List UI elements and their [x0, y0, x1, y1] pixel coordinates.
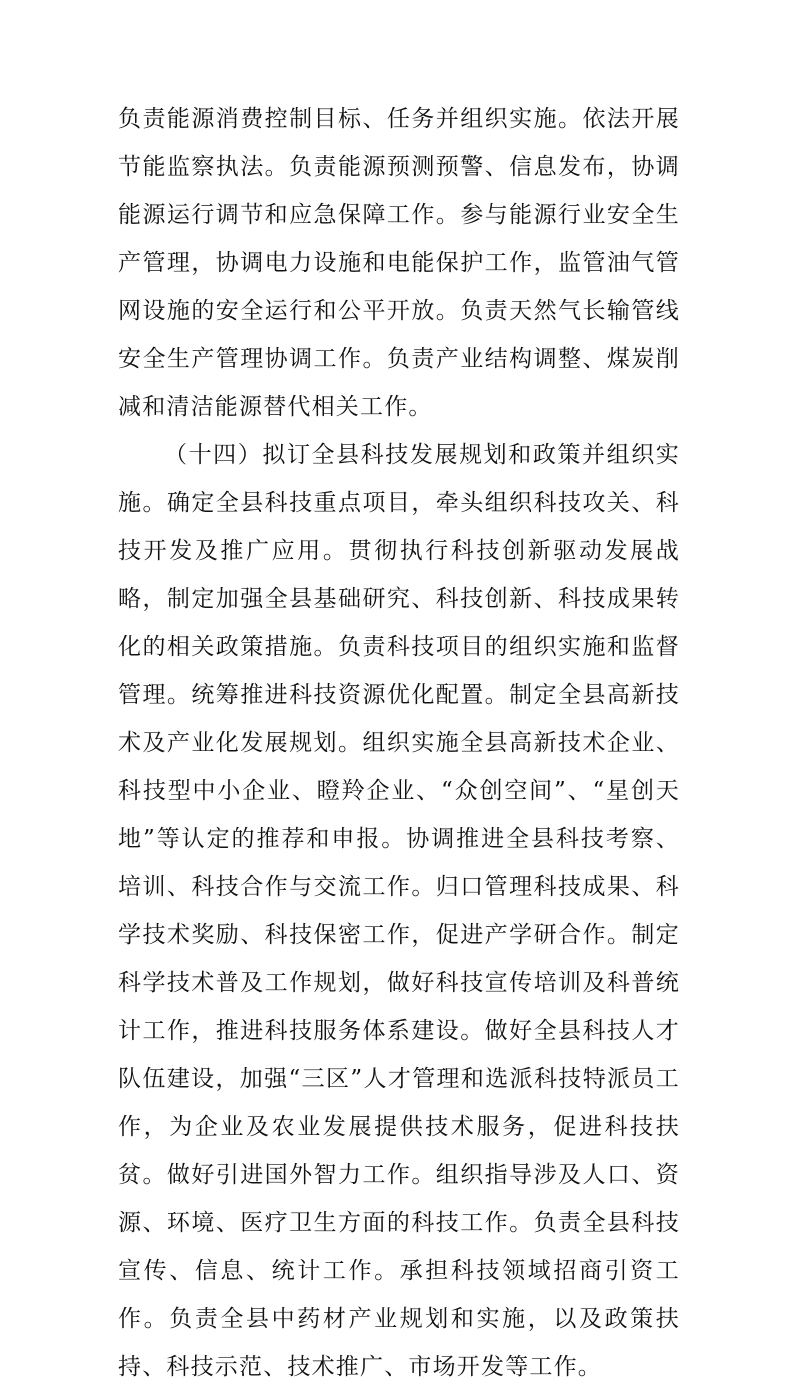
paragraph-science-technology-duties: （十四）拟订全县科技发展规划和政策并组织实施。确定全县科技重点项目，牵头组织科技攻关、科技开发及推广应用。贯彻执行科技创新驱动发展战略，制定加强全县基础研究、科技创新、科技成果转化的相关政策措施。负责科技项目的组织实施和监督管理。统筹推进科技资源优化配置。制定全县高新技术及产业化发展规划。组织实施全县高新技术企业、科技型中小企业、瞪羚企业、“众创空间”、“星创天地”等认定的推荐和申报。协调推进全县科技考察、培训、科技合作与交流工作。归口管理科技成果、科学技术奖励、科技保密工作，促进产学研合作。制定科学技术普及工作规划，做好科技宣传培训及科普统计工作，推进科技服务体系建设。做好全县科技人才队伍建设，加强“三区”人才管理和选派科技特派员工作，为企业及农业发展提供技术服务，促进科技扶贫。做好引进国外智力工作。组织指导涉及人口、资源、环境、医疗卫生方面的科技工作。负责全县科技宣传、信息、统计工作。承担科技领域招商引资工作。负责全县中药材产业规划和实施，以及政策扶持、科技示范、技术推广、市场开发等工作。: [118, 442, 680, 1380]
paragraph-energy-duties: 负责能源消费控制目标、任务并组织实施。依法开展节能监察执法。负责能源预测预警、信息发布，协调能源运行调节和应急保障工作。参与能源行业安全生产管理，协调电力设施和电能保护工作，监管油气管网设施的安全运行和公平开放。负责天然气长输管线安全生产管理协调工作。负责产业结构调整、煤炭削减和清洁能源替代相关工作。: [118, 106, 680, 420]
body-text: [118, 95, 680, 1391]
